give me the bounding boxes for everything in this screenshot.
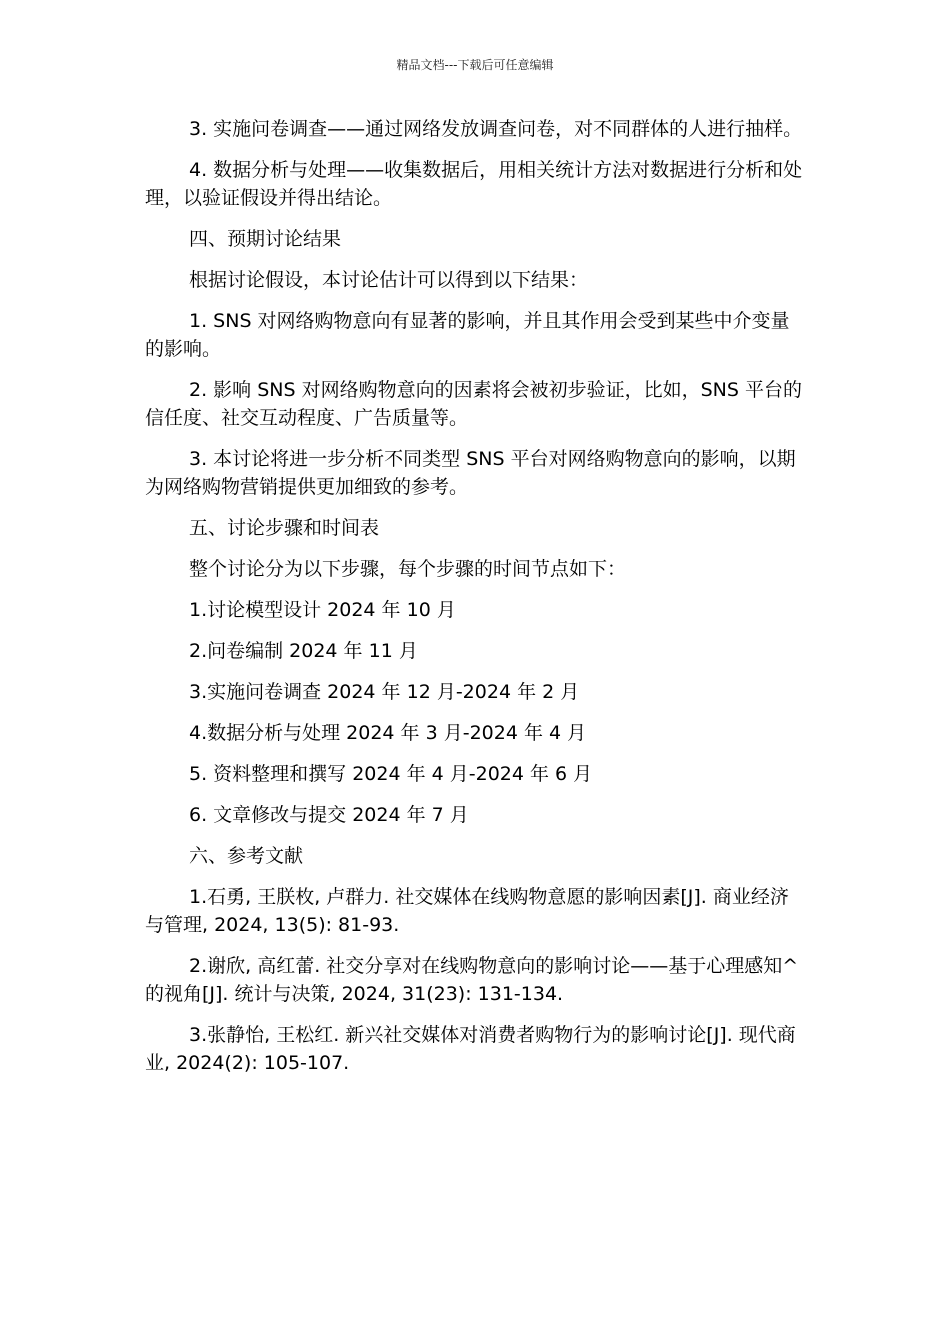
- paragraph-schedule-intro: 整个讨论分为以下步骤，每个步骤的时间节点如下：: [189, 558, 627, 580]
- schedule-item-2: 2.问卷编制 2024 年 11 月: [189, 640, 418, 662]
- section-heading-expected-results: 四、预期讨论结果: [189, 228, 342, 250]
- schedule-item-5: 5. 资料整理和撰写 2024 年 4 月-2024 年 6 月: [189, 763, 593, 785]
- schedule-item-4: 4.数据分析与处理 2024 年 3 月-2024 年 4 月: [189, 722, 587, 744]
- reference-item-2: 2.谢欣, 高红蕾. 社交分享对在线购物意向的影响讨论——基于心理感知^的视角[J]. 统计与决策, 2024, 31(23): 131-134.: [145, 955, 799, 1005]
- schedule-item-1: 1.讨论模型设计 2024 年 10 月: [189, 599, 456, 621]
- section-heading-schedule: 五、讨论步骤和时间表: [189, 517, 380, 539]
- paragraph-result-3: 3. 本讨论将进一步分析不同类型 SNS 平台对网络购物意向的影响，以期为网络购物营销提供更加细致的参考。: [145, 448, 796, 498]
- section-heading-references: 六、参考文献: [189, 845, 304, 867]
- reference-item-3: 3.张静怡, 王松红. 新兴社交媒体对消费者购物行为的影响讨论[J]. 现代商业, 2024(2): 105-107.: [145, 1024, 796, 1074]
- paragraph-results-intro: 根据讨论假设，本讨论估计可以得到以下结果：: [189, 269, 589, 291]
- schedule-item-3: 3.实施问卷调查 2024 年 12 月-2024 年 2 月: [189, 681, 580, 703]
- reference-item-1: 1.石勇, 王朕枚, 卢群力. 社交媒体在线购物意愿的影响因素[J]. 商业经济与管理, 2024, 13(5): 81-93.: [145, 886, 789, 936]
- paragraph-result-2: 2. 影响 SNS 对网络购物意向的因素将会被初步验证，比如，SNS 平台的信任度、社交互动程度、广告质量等。: [145, 379, 802, 429]
- page-header: 精品文档---下载后可任意编辑: [396, 58, 554, 72]
- paragraph-method-survey: 3. 实施问卷调查——通过网络发放调查问卷，对不同群体的人进行抽样。: [189, 118, 803, 140]
- schedule-item-6: 6. 文章修改与提交 2024 年 7 月: [189, 804, 469, 826]
- paragraph-method-analysis: 4. 数据分析与处理——收集数据后，用相关统计方法对数据进行分析和处理，以验证假设并得出结论。: [145, 159, 803, 209]
- paragraph-result-1: 1. SNS 对网络购物意向有显著的影响，并且其作用会受到某些中介变量的影响。: [145, 310, 790, 360]
- document-body: [145, 115, 807, 1090]
